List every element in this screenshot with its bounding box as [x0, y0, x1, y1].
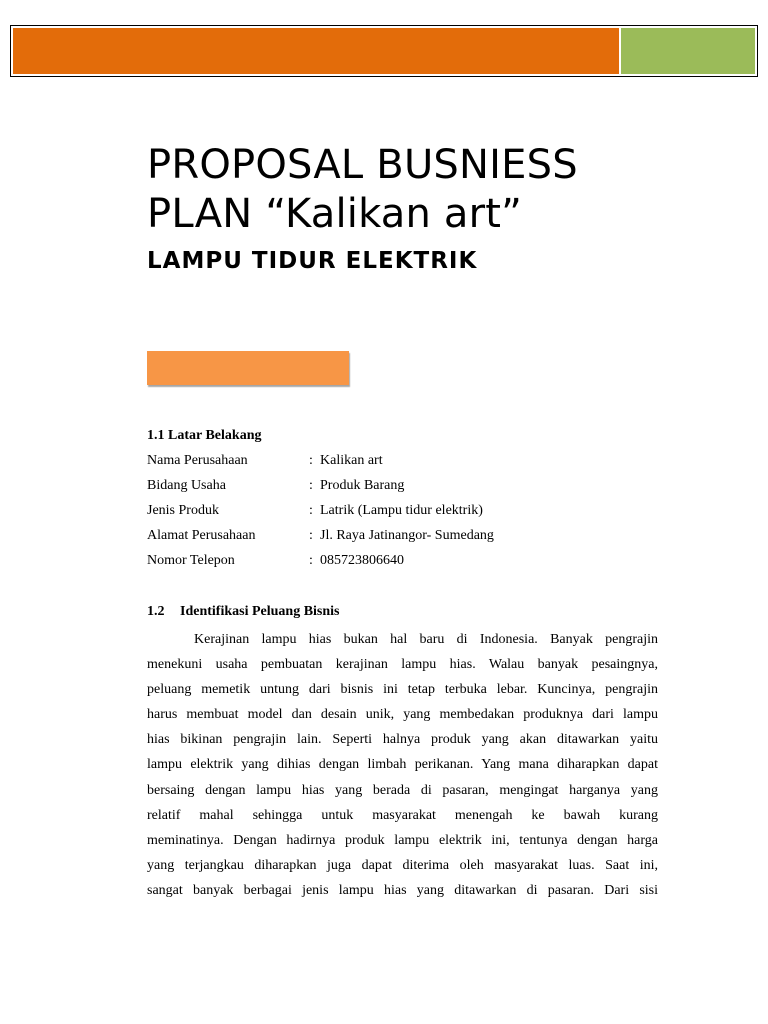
- section-heading-latar-belakang: 1.1 Latar Belakang: [147, 428, 262, 443]
- info-value: Kalikan art: [320, 453, 383, 468]
- title-line-1: PROPOSAL BUSNIESS: [147, 142, 578, 188]
- info-separator: :: [309, 478, 313, 493]
- document-subtitle: LAMPU TIDUR ELEKTRIK: [147, 248, 478, 274]
- body-paragraph: [147, 627, 658, 903]
- paragraph-line: peluang memetik untung dari bisnis ini tetap terbuka lebar. Kuncinya, pengrajin: [147, 682, 658, 698]
- document-title: [147, 141, 707, 239]
- info-value: Jl. Raya Jatinangor- Sumedang: [320, 528, 494, 543]
- paragraph-line: harus membuat model dan desain unik, yang membedakan produknya dari lampu: [147, 707, 658, 723]
- info-separator: :: [309, 453, 313, 468]
- info-separator: :: [309, 503, 313, 518]
- paragraph-line: menekuni usaha pembuatan kerajinan lampu hias. Walau banyak pesaingnya,: [147, 657, 658, 673]
- section-title: Identifikasi Peluang Bisnis: [180, 604, 340, 619]
- info-value: 085723806640: [320, 553, 404, 568]
- info-label: Jenis Produk: [147, 503, 219, 518]
- paragraph-line: sangat banyak berbagai jenis lampu hias yang ditawarkan di pasaran. Dari sisi: [147, 882, 658, 898]
- header-banner: [10, 25, 758, 77]
- paragraph-line: lampu elektrik yang dihias dengan limbah perikanan. Yang mana diharapkan dapat: [147, 757, 658, 773]
- title-line-2: PLAN “Kalikan art”: [147, 191, 523, 237]
- paragraph-line: relatif mahal sehingga untuk masyarakat menengah ke bawah kurang: [147, 807, 658, 823]
- info-label: Nama Perusahaan: [147, 453, 248, 468]
- info-label: Alamat Perusahaan: [147, 528, 256, 543]
- info-separator: :: [309, 528, 313, 543]
- section-heading-identifikasi-peluang: [147, 603, 340, 621]
- info-label: Bidang Usaha: [147, 478, 226, 493]
- header-green-block: [621, 28, 755, 74]
- header-orange-block: [13, 28, 619, 74]
- paragraph-line: Kerajinan lampu hias bukan hal baru di Indonesia. Banyak pengrajin: [194, 632, 658, 647]
- accent-bar: [147, 351, 349, 385]
- info-separator: :: [309, 553, 313, 568]
- info-value: Produk Barang: [320, 478, 405, 493]
- paragraph-line: bersaing dengan lampu hias yang berada di pasaran, mengingat harganya yang: [147, 782, 658, 798]
- paragraph-line: hias bikinan pengrajin lain. Seperti halnya produk yang akan ditawarkan yaitu: [147, 732, 658, 748]
- info-value: Latrik (Lampu tidur elektrik): [320, 503, 483, 518]
- paragraph-line: yang terjangkau diharapkan juga dapat diterima oleh masyarakat luas. Saat ini,: [147, 857, 658, 873]
- paragraph-line: meminatinya. Dengan hadirnya produk lampu elektrik ini, tentunya dengan harga: [147, 832, 658, 848]
- section-number: 1.2: [147, 604, 165, 619]
- info-label: Nomor Telepon: [147, 553, 235, 568]
